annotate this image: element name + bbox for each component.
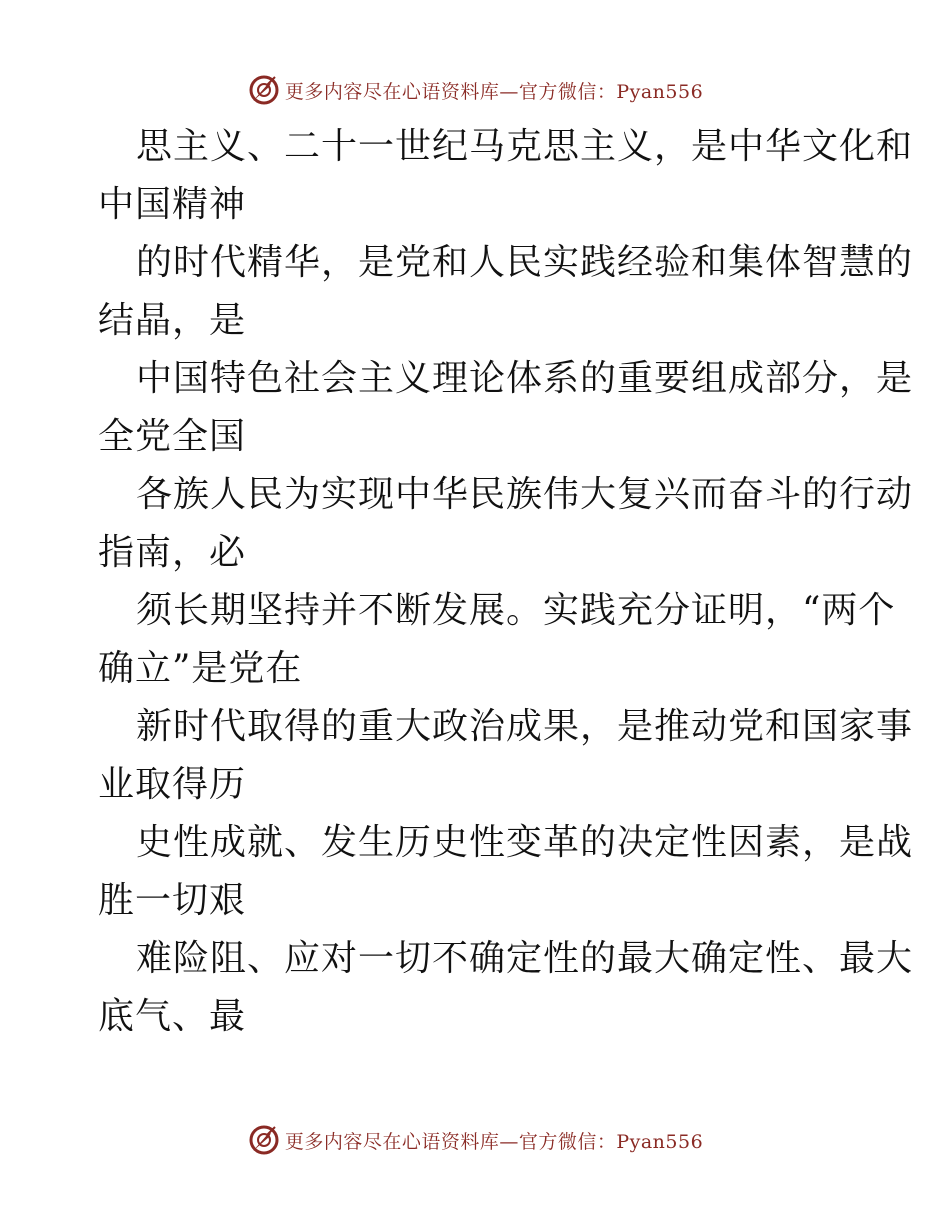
- footer-banner: [0, 1120, 950, 1160]
- text-line: 指南，必: [98, 532, 247, 573]
- text-line: 史性成就、发生历史性变革的决定性因素，是战: [136, 822, 914, 863]
- text-line: 中国精神: [98, 184, 247, 225]
- banner-text: 更多内容尽在心语资料库—官方微信：Pyan556: [284, 1130, 704, 1153]
- document-body: [98, 118, 914, 1046]
- text-line: 各族人民为实现中华民族伟大复兴而奋斗的行动: [136, 474, 914, 515]
- text-line: 全党全国: [98, 416, 247, 457]
- text-line: 的时代精华，是党和人民实践经验和集体智慧的: [136, 242, 914, 283]
- text-line: 业取得历: [98, 764, 247, 805]
- text-line: 底气、最: [98, 996, 247, 1037]
- text-line: 须长期坚持并不断发展。实践充分证明，“两个: [136, 590, 896, 631]
- text-line: 中国特色社会主义理论体系的重要组成部分，是: [136, 358, 914, 399]
- header-banner: [0, 70, 950, 110]
- text-line: 新时代取得的重大政治成果，是推动党和国家事: [136, 706, 914, 747]
- logo-icon: [247, 73, 281, 107]
- logo-icon: [247, 1123, 281, 1157]
- banner-text: 更多内容尽在心语资料库—官方微信：Pyan556: [284, 80, 704, 103]
- text-line: 思主义、二十一世纪马克思主义，是中华文化和: [136, 126, 914, 167]
- text-line: 结晶，是: [98, 300, 247, 341]
- text-line: 胜一切艰: [98, 880, 247, 921]
- text-line: 难险阻、应对一切不确定性的最大确定性、最大: [136, 938, 914, 979]
- text-line: 确立”是党在: [98, 648, 303, 689]
